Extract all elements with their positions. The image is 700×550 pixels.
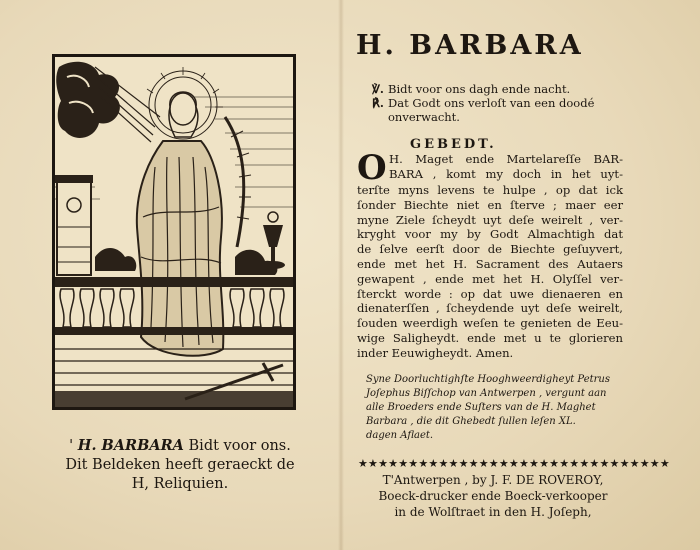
page-title: H. BARBARA xyxy=(356,30,584,61)
prayer-line: kryght voor my by Godt Almachtigh dat xyxy=(357,227,623,242)
indulgence-line: Joſephus Biſſchop van Antwerpen , vergunt aan xyxy=(366,388,607,399)
printer-imprint xyxy=(360,472,626,520)
caption-line-3: H, Reliquien. xyxy=(131,476,229,492)
prayer-line: dienaterſſen , ſcheydende uyt deſe weirelt, xyxy=(357,301,623,316)
woodcut-illustration xyxy=(52,54,296,410)
prayer-heading: GEBEDT. xyxy=(410,137,497,152)
response xyxy=(372,96,622,110)
prayer-line: ſouden weerdigh weſen te genieten de Eeu- xyxy=(357,316,623,331)
response-continuation: onverwacht. xyxy=(388,110,460,124)
prayer-line: terſte myns levens te hulpe , op dat ick xyxy=(357,183,623,197)
prayer-line: ende met het H. Sacrament des Autaers xyxy=(357,256,623,271)
versicle-mark: ℣. xyxy=(372,82,384,96)
prayer-text xyxy=(357,148,623,361)
response-text: Dat Godt ons verloſt van een doodé xyxy=(388,96,595,110)
prayer-line: de ſelve eerſt door de Biechte geſuyvert, xyxy=(357,242,623,257)
drop-cap: O xyxy=(357,148,387,188)
prayer-line: BARA , komt my doch in het uyt- xyxy=(389,166,623,181)
caption-line-2: Dit Beldeken heeft geraeckt de xyxy=(65,457,295,473)
star-divider: ★★★★★★★★★★★★★★★★★★★★★★★★★★★★★★★ xyxy=(358,457,670,470)
prayer-opening xyxy=(357,148,623,188)
versicle-text: Bidt voor ons dagh ende nacht. xyxy=(388,82,571,96)
prayer-line: wige Saligheydt. ende met u te glorieren xyxy=(357,330,623,345)
indulgence-line: dagen Aflaet. xyxy=(366,430,434,441)
prayer-line: gewapent , ende met het H. Olyſſel ver- xyxy=(357,271,623,286)
prayer-line: ſterckt worde : op dat uwe dienaeren en xyxy=(357,286,623,301)
prayer-line: ſonder Biechte niet en ſterve ; maer eer xyxy=(357,197,623,212)
imprint-line: in de Wolſtraet in den H. Joſeph, xyxy=(394,505,592,519)
prayer-line: myne Ziele ſcheydt uyt deſe weirelt , ver- xyxy=(357,212,623,227)
indulgence-line: Barbara , die dit Ghebedt ſullen leſen XL. xyxy=(366,416,576,427)
caption-mark: ' xyxy=(69,438,74,454)
versicles xyxy=(372,82,622,124)
woodcut-caption xyxy=(30,436,330,494)
page-fold xyxy=(338,0,344,550)
versicle xyxy=(372,82,622,96)
caption-line-1 xyxy=(30,436,330,456)
imprint-line: T'Antwerpen , by J. F. DE ROVEROY, xyxy=(382,473,604,487)
saint-barbara-woodcut xyxy=(55,57,293,407)
response-mark: ℟. xyxy=(372,96,384,110)
indulgence-note xyxy=(366,373,624,443)
imprint-line: Boeck-drucker ende Boeck-verkooper xyxy=(378,489,608,503)
indulgence-line: alle Broeders ende Suſters van de H. Maghet xyxy=(366,402,596,413)
prayer-line: H. Maget ende Martelareſſe BAR- xyxy=(389,152,623,166)
prayer-line-last: inder Eeuwigheydt. Amen. xyxy=(357,345,514,360)
caption-saint-name: H. BARBARA xyxy=(77,437,184,454)
indulgence-line: Syne Doorluchtighſte Hooghweerdigheyt Petrus xyxy=(366,374,610,385)
caption-line-1-rest: Bidt voor ons. xyxy=(183,438,291,454)
